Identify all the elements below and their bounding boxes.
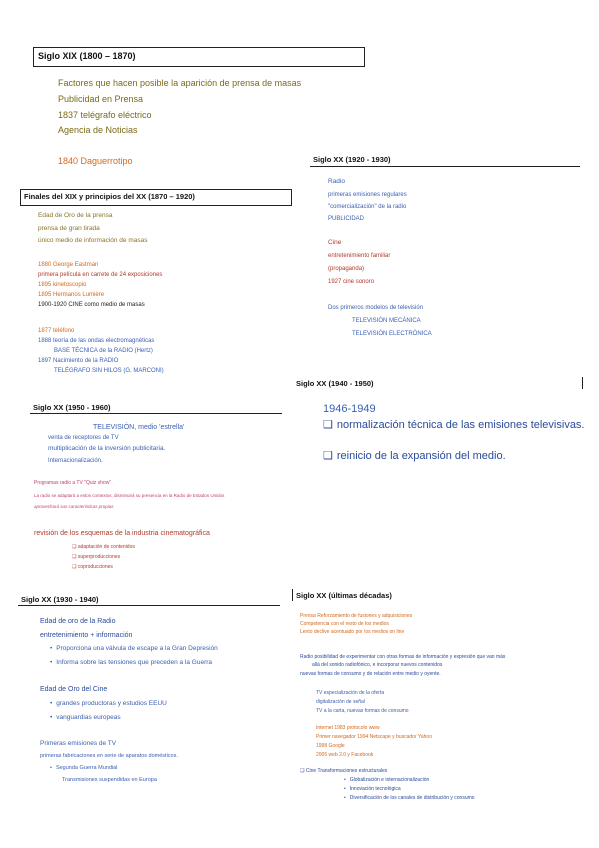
text-line: Agencia de Noticias <box>58 125 138 135</box>
text-span: Informa sobre las tensiones que preceden a la Guerra <box>56 659 213 666</box>
section-title: Siglo XX (1920 - 1930) <box>313 155 391 164</box>
text-span: Proporciona una válvula de escape a la Gran Depresión <box>56 645 218 652</box>
text-line: Lento declive acentuado por los medios on line <box>300 629 405 635</box>
bullet-item <box>344 778 429 783</box>
vertical-rule <box>582 377 583 389</box>
text-line: 1927 cine sonoro <box>328 279 375 285</box>
section-title-underline <box>30 402 282 414</box>
text-line: TELEVISIÓN, medio 'estrella' <box>93 424 185 431</box>
bullet-item <box>50 766 117 772</box>
text-line: Factores que hacen posible la aparición de prensa de masas <box>58 78 302 88</box>
text-span: Globalización e internacionalización <box>349 777 430 783</box>
text-line: Edad de Oro del Cine <box>40 686 108 693</box>
text-span: normalización técnica de las emisiones televisivas. <box>336 419 585 431</box>
text-line: TELEVISIÓN MECÁNICA <box>352 318 421 324</box>
bullet-item <box>50 646 218 653</box>
text-line: venta de receptores de TV <box>48 435 119 441</box>
text-span: superproducciones <box>77 554 121 560</box>
text-line <box>300 769 387 774</box>
section-title-box <box>20 189 292 206</box>
bullet-square <box>323 450 337 462</box>
bullet-square: ❑ <box>300 768 306 774</box>
text-line: Cine <box>328 239 342 246</box>
text-line: aprovechará sus características propias <box>34 504 114 509</box>
text-line: PUBLICIDAD <box>328 216 365 222</box>
text-line: 2005 web 2.0 y Facebook <box>316 752 374 758</box>
text-line <box>323 451 506 462</box>
text-line: Dos primeros modelos de televisión <box>328 305 424 311</box>
section-title: Siglo XX (últimas décadas) <box>296 591 392 600</box>
section-title: Siglo XX (1940 - 1950) <box>296 379 374 388</box>
text-line: Programas radio a TV "Quiz show" <box>34 480 112 486</box>
text-line: TV a la carta, nuevas formas de consumo <box>316 708 409 714</box>
text-line: entretenimiento familiar <box>328 253 391 259</box>
bullet-item <box>344 787 401 792</box>
text-span: Diversificación de los canales de distribución y consumo <box>349 795 475 801</box>
section-title: Siglo XIX (1800 – 1870) <box>38 51 136 61</box>
text-line: Primeras emisiones de TV <box>40 740 117 747</box>
text-line <box>323 418 585 432</box>
bullet-item <box>50 701 167 708</box>
text-line: TELEVISIÓN ELECTRÓNICA <box>352 331 432 337</box>
text-line: 1897 Nacimiento de la RADIO <box>38 358 119 364</box>
text-span: Cine Transformaciones estructurales <box>305 768 388 774</box>
section-title-underline <box>293 378 583 390</box>
text-line: Competencia con el resto de los medios <box>300 621 389 627</box>
text-line: Internacionalización. <box>48 458 103 464</box>
text-line: prensa de gran tirada <box>38 225 100 232</box>
section-title-underline <box>310 154 580 167</box>
bullet-square: ❑ <box>72 544 78 550</box>
section-title: Siglo XX (1930 - 1940) <box>21 595 99 604</box>
text-line: BASE TÉCNICA de la RADIO (Hertz) <box>54 348 153 354</box>
text-line: allá del sonido radiofónico, e incorporar nuevos contenidos <box>312 662 443 668</box>
section-title-underline <box>292 589 572 601</box>
text-line: 1895 kinetoscopio <box>38 282 87 288</box>
text-span: grandes productoras y estudios EEUU <box>56 700 167 707</box>
bullet-item <box>50 715 121 722</box>
text-line: Radio <box>328 178 345 185</box>
text-line: Radio posibilidad de experimentar con otras formas de información y expresión que van más <box>300 654 506 660</box>
section-title-box <box>33 47 365 67</box>
text-span: reinicio de la expansión del medio. <box>336 450 506 462</box>
section-title-underline <box>18 594 280 606</box>
text-line: nuevas formas de consumo y de relación entre medio y oyente. <box>300 671 441 677</box>
bullet-item <box>50 660 212 667</box>
section-title: Siglo XX (1950 - 1960) <box>33 403 111 412</box>
text-line: multiplicación de la inversión publicitaria. <box>48 445 166 452</box>
text-line: 1888 teoría de las ondas electromagnéticas <box>38 338 155 344</box>
text-line: primeras fabricaciones en serie de aparatos domésticos. <box>40 753 178 759</box>
bullet-square <box>323 419 337 431</box>
vertical-rule <box>292 589 293 601</box>
text-line: Internet 1983 protocolo www <box>316 725 380 731</box>
text-line: 1900-1920 CINE como medio de masas <box>38 302 145 308</box>
bullet-square: ❑ <box>72 554 78 560</box>
text-line: único medio de información de masas <box>38 237 148 244</box>
text-line: "comercialización" de la radio <box>328 204 407 210</box>
text-line <box>72 555 120 560</box>
text-span: adaptación de contenidos <box>77 544 135 550</box>
text-line: La radio se adaptará a estos contextos, disminuirá su presencia en la Radio de Estados Unidos <box>34 493 225 498</box>
text-line: revisión de los esquemas de la industria cinematográfica <box>34 530 210 537</box>
bullet-square: ❑ <box>72 564 78 570</box>
text-line: entretenimiento + información <box>40 632 133 639</box>
year-heading: 1946-1949 <box>323 403 376 415</box>
text-line: Publicidad en Prensa <box>58 94 144 104</box>
text-line: 1880 George Eastman <box>38 262 99 268</box>
text-line: (propaganda) <box>328 266 365 272</box>
text-line: Edad de oro de la Radio <box>40 618 116 625</box>
text-line: 1840 Daguerrotipo <box>58 156 133 166</box>
text-line: TELÉGRAFO SIN HILOS (G. MARCONI) <box>54 368 164 374</box>
text-line <box>72 545 135 550</box>
text-line: Primer navegador 1994 Netscape y buscador Yahoo <box>316 734 432 740</box>
bullet-item <box>344 796 475 801</box>
text-line: primeras emisiones regulares <box>328 192 407 198</box>
text-span: Innovación tecnológica <box>349 786 401 792</box>
text-line: Transmisiones suspendidas en Europa <box>62 777 157 783</box>
text-span: coproducciones <box>77 564 113 570</box>
section-title: Finales del XIX y principios del XX (1870 – 1920) <box>24 192 195 201</box>
text-line: TV especialización de la oferta <box>316 690 385 696</box>
text-line: Edad de Oro de la prensa <box>38 212 113 219</box>
text-line: 1877 teléfono <box>38 328 75 334</box>
text-span: Segunda Guerra Mundial <box>55 765 118 771</box>
text-line: Prensa Reforzamiento de fusiones y adquisiciones <box>300 613 413 619</box>
text-line: primera película en carrete de 24 exposiciones <box>38 272 163 278</box>
text-line: digitalización de señal <box>316 699 365 705</box>
text-line: 1837 telégrafo eléctrico <box>58 110 152 120</box>
text-span: vanguardias europeas <box>56 714 121 721</box>
text-line <box>72 565 113 570</box>
text-line: 1895 Hermanos Lumière <box>38 292 105 298</box>
text-line: 1998 Google <box>316 743 345 749</box>
